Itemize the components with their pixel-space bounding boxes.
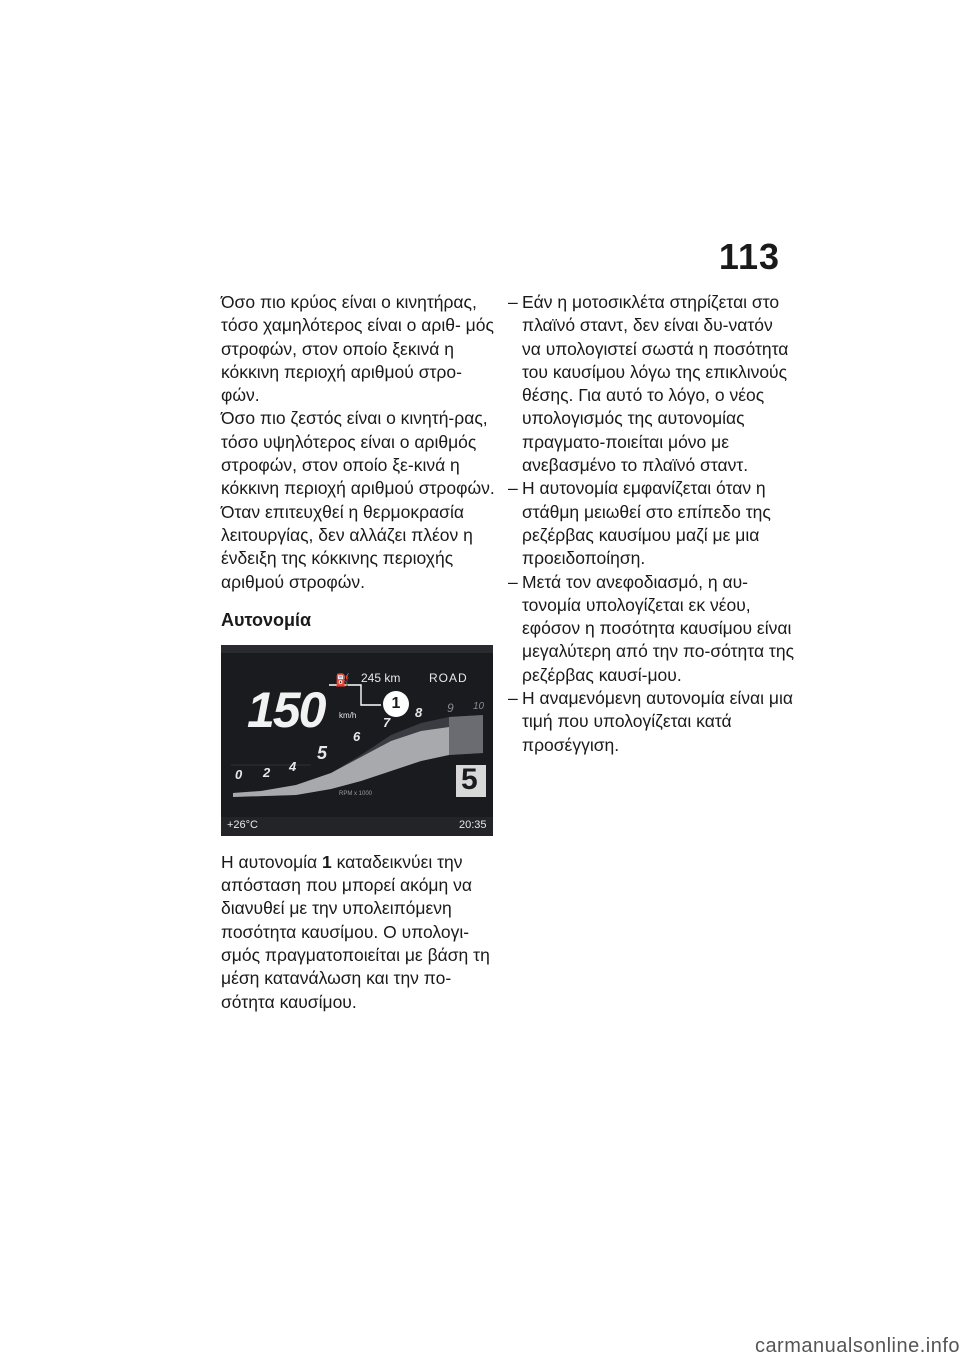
paragraph-warm-engine: Όσο πιο ζεστός είναι ο κινητή-ρας, τόσο υψηλότερος είναι ο αριθμός στροφών, στον οποίο ξε-κινά η κόκκινη περιοχή αριθμού στροφών. — [221, 408, 495, 499]
instrument-cluster-image — [221, 645, 493, 836]
gear-indicator: 5 — [461, 762, 478, 796]
range-readout: 245 km — [361, 670, 401, 685]
list-item: – Η αναμενόμενη αυτονομία είναι μια τιμή που υπολογίζεται κατά προσέγγιση. — [508, 688, 793, 755]
section-heading-range: Αυτονομία — [221, 609, 312, 630]
list-item: – Η αυτονομία εμφανίζεται όταν η στάθμη μειωθεί στο επίπεδο της ρεζέρβας καυσίμου μαζί με μια προειδοποίηση. — [508, 478, 771, 569]
left-column — [221, 291, 496, 1014]
rpm-tick-label: 6 — [353, 728, 361, 744]
rpm-tick-label: 0 — [235, 766, 243, 782]
rpm-tick-label: 2 — [263, 764, 271, 780]
list-item: – Εάν η μοτοσικλέτα στηρίζεται στο πλαϊνό σταντ, δεν είναι δυ-νατόν να υπολογιστεί σωστά η ποσότητα του καυσίμου λόγω της επικλινούς θέσης. Για αυτό το λόγο, ο νέος υπολογισμός της αυτονομίας πραγματο-ποιείται μόνο με ανεβασμένο το πλαϊνό σταντ. — [508, 292, 789, 476]
rpm-tick-label: 10 — [473, 700, 485, 712]
callout-reference: 1 — [322, 851, 332, 872]
rpm-tick-label: 9 — [447, 700, 454, 715]
watermark: carmanualsonline.info — [754, 1335, 960, 1357]
rpm-tick-label: 8 — [415, 704, 423, 720]
right-column — [510, 291, 795, 757]
paragraph-operating-temp: Όταν επιτευχθεί η θερμοκρασία λειτουργίας, δεν αλλάζει πλέον η ένδειξη της κόκκινης περιοχής αριθμού στροφών. — [221, 501, 473, 592]
mode-readout: ROAD — [429, 670, 468, 685]
speed-readout: 150 — [247, 681, 325, 738]
clock-readout: 20:35 — [459, 818, 487, 831]
rpm-tick-label: 5 — [317, 742, 328, 763]
rpm-tick-label: 4 — [289, 758, 297, 774]
page-number: 113 — [718, 236, 780, 277]
rpm-unit-label: RPM x 1000 — [339, 790, 373, 797]
paragraph-range-description: Η αυτονομία 1 καταδεικνύει την απόσταση που μπορεί ακόμη να διανυθεί με την υπολειπόμενη ποσότητα καυσίμου. Ο υπολογι-σμός πραγματοποιείται με βάση τη μέση κατανάλωση και την πο-σότητα καυσίμου. — [221, 851, 490, 1012]
temperature-readout: +26°C — [227, 818, 259, 831]
speed-unit: km/h — [339, 710, 357, 720]
list-item: – Μετά τον ανεφοδιασμό, η αυ-τονομία υπολογίζεται εκ νέου, εφόσον η ποσότητα καυσίμου είναι μεγαλύτερη από την πο-σότητα της ρεζέρβας καυσί-μου. — [508, 571, 795, 685]
fuel-pump-icon: ⛽ — [335, 672, 350, 687]
paragraph-cold-engine: Όσο πιο κρύος είναι ο κινητήρας, τόσο χαμηλότερος είναι ο αριθ- μός στροφών, στον οποίο ξεκινά η κόκκινη περιοχή αριθμού στρο- φών. — [221, 292, 494, 406]
rpm-tick-label: 7 — [383, 714, 391, 730]
callout-marker-1: 1 — [383, 691, 409, 717]
